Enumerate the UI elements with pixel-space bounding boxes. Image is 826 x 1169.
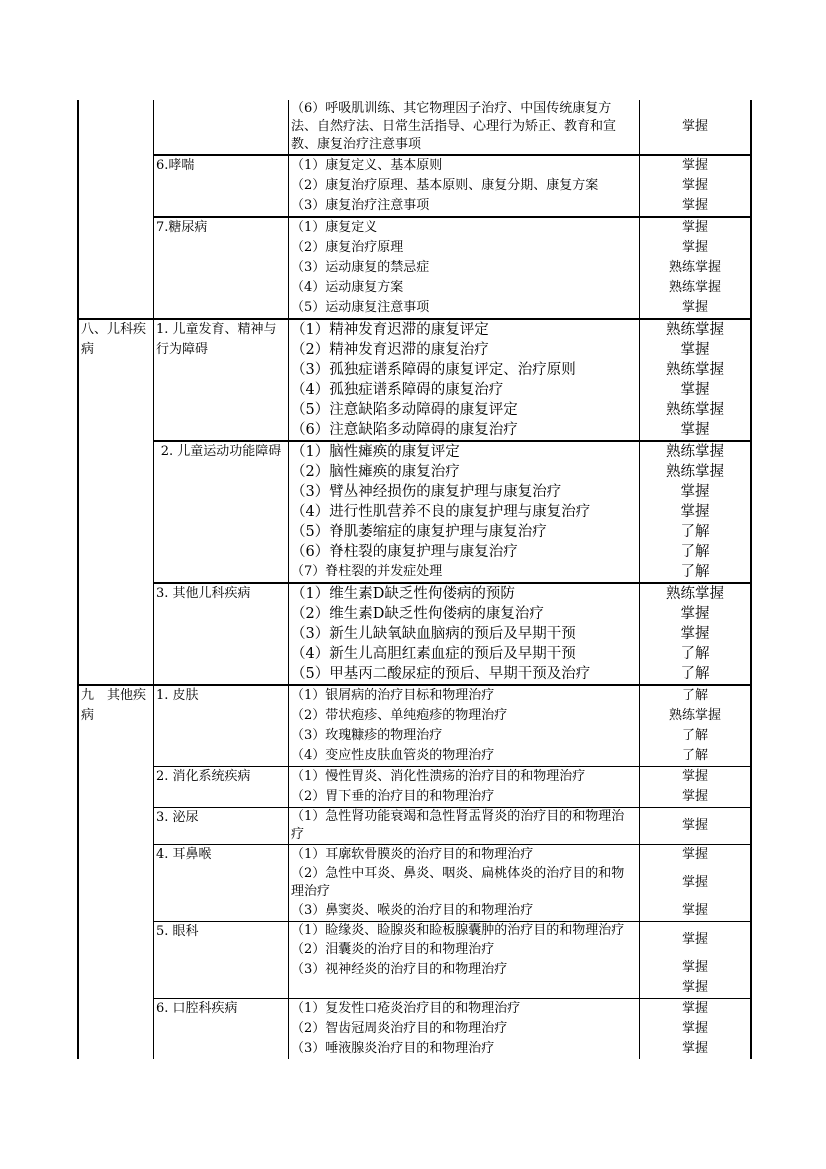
content-cell [289,155,640,217]
table-row [78,319,751,441]
content-cell [289,808,640,845]
list-item: （2）胃下垂的治疗目的和物理治疗 [291,789,495,804]
content-cell [289,441,640,583]
topic-text: 3. 其他儿科疾病 [156,586,251,601]
list-item: （3）玫瑰糠疹的物理治疗 [291,728,443,743]
list-item: （5）运动康复注意事项 [291,300,430,315]
level-text: 掌握 [680,626,710,642]
level-text: 了解 [680,524,710,540]
syllabus-table-wrapper [77,100,751,1059]
topic-text: 6.哮喘 [156,158,195,173]
content-cell [289,845,640,922]
list-item: （5）甲基丙二酸尿症的预后、早期干预及治疗 [291,666,591,682]
list-item: （2）康复治疗原理 [291,240,404,255]
level-cell [640,217,752,319]
list-item: （2）带状疱疹、单纯疱疹的物理治疗 [291,708,508,723]
list-item: （1）复发性口疮炎治疗目的和物理治疗 [291,1001,521,1016]
level-text: 掌握 [681,903,708,918]
topic-cell [154,217,289,319]
list-item: （6）脊柱裂的康复护理与康复治疗 [291,544,518,560]
level-text: 了解 [680,666,710,682]
content-cell [289,583,640,685]
list-item: （7）脊柱裂的并发症处理 [291,564,443,579]
level-text: 掌握 [680,382,710,398]
topic-cell [154,922,289,999]
topic-cell [154,155,289,217]
level-cell [640,767,752,808]
topic-cell [154,767,289,808]
list-item: （1）慢性胃炎、消化性溃疡的治疗目的和物理治疗 [291,769,586,784]
topic-text: 2. 儿童运动功能障碍 [160,444,282,459]
list-item: （3）鼻窦炎、喉炎的治疗目的和物理治疗 [291,903,534,918]
table-row [78,685,751,767]
list-item: （1）脑性瘫痪的康复评定 [291,444,460,460]
level-text: 掌握 [680,422,710,438]
list-item: （1）银屑病的治疗目标和物理治疗 [291,688,495,703]
topic-text: 7.糖尿病 [156,220,208,235]
list-item: （2）急性中耳炎、鼻炎、咽炎、扁桃体炎的治疗目的和物理治疗 [291,866,625,899]
table-row [78,767,751,808]
level-text: 了解 [680,646,710,662]
list-item: （4）孤独症谱系障碍的康复治疗 [291,382,504,398]
topic-text: 2. 消化系统疾病 [156,769,251,784]
table-row [78,155,751,217]
topic-text: 4. 耳鼻喉 [156,847,212,862]
level-text: 了解 [680,564,710,580]
table-row [78,999,751,1060]
list-item: （3）孤独症谱系障碍的康复评定、治疗原则 [291,362,576,378]
table-row [78,217,751,319]
topic-text: 3. 泌尿 [156,810,199,825]
list-item: （5）脊肌萎缩症的康复护理与康复治疗 [291,524,547,540]
list-item: （3）运动康复的禁忌症 [291,260,430,275]
list-item: （3）新生儿缺氧缺血脑病的预后及早期干预 [291,626,576,642]
syllabus-table [77,100,752,1059]
category-cell [78,319,154,441]
level-text: 熟练掌握 [668,260,721,275]
list-item: （1）急性肾功能衰竭和急性肾盂肾炎的治疗目的和物理治疗 [291,809,625,842]
level-cell [640,922,752,999]
level-text: 掌握 [681,789,708,804]
topic-cell [154,319,289,441]
list-item: （4）变应性皮肤血管炎的物理治疗 [291,748,495,763]
category-cell [78,217,154,319]
content-cell [289,999,640,1060]
list-item: （1）精神发育迟滞的康复评定 [291,322,489,338]
level-text: 掌握 [681,158,708,173]
topic-text: 6. 口腔科疾病 [156,1001,238,1016]
content-cell [289,100,640,155]
list-item: （1）康复定义 [291,220,378,235]
level-cell [640,441,752,583]
level-text: 了解 [680,544,710,560]
level-text: 了解 [681,748,708,763]
level-text: 熟练掌握 [666,444,724,460]
list-item: （1）耳廓软骨膜炎的治疗目的和物理治疗 [291,847,534,862]
list-item: （3）唾液腺炎治疗目的和物理治疗 [291,1041,495,1056]
category-cell [78,441,154,583]
level-text: 掌握 [681,875,708,890]
table-row [78,845,751,922]
level-text: 掌握 [681,198,708,213]
topic-text: 5. 眼科 [156,924,199,939]
topic-cell [154,441,289,583]
list-item: （6）注意缺陷多动障碍的康复治疗 [291,422,518,438]
level-text: 掌握 [681,980,708,995]
topic-cell [154,808,289,845]
level-text: 熟练掌握 [666,586,724,602]
content-cell [289,685,640,767]
category-text: 八、儿科疾病 [81,322,147,357]
level-text: 掌握 [680,606,710,622]
topic-text: 1. 儿童发育、精神与行为障碍 [156,322,277,357]
level-text: 了解 [681,728,708,743]
table-row [78,583,751,685]
level-text: 掌握 [681,220,708,235]
list-item: （2）泪囊炎的治疗目的和物理治疗 [291,942,495,957]
level-cell [640,155,752,217]
level-text: 掌握 [681,300,708,315]
topic-text: 1. 皮肤 [156,688,199,703]
category-cell [78,845,154,922]
level-text: 掌握 [681,847,708,862]
topic-cell [154,999,289,1060]
table-row [78,441,751,583]
level-text: 了解 [681,688,708,703]
level-text: 熟练掌握 [666,322,724,338]
topic-cell [154,100,289,155]
level-text: 掌握 [681,1041,708,1056]
content-cell [289,767,640,808]
level-text: 掌握 [681,818,708,833]
level-cell [640,583,752,685]
level-cell [640,100,752,155]
content-cell [289,922,640,999]
list-item: （1）维生素D缺乏性佝偻病的预防 [291,586,515,602]
topic-cell [154,845,289,922]
category-cell [78,999,154,1060]
table-row [78,100,751,155]
level-text: 掌握 [680,342,710,358]
category-cell [78,100,154,155]
list-item: （1）睑缘炎、睑腺炎和睑板腺囊肿的治疗目的和物理治疗 [291,923,625,938]
level-text: 熟练掌握 [668,708,721,723]
level-text: 掌握 [680,504,710,520]
level-text: 掌握 [681,960,708,975]
category-cell [78,808,154,845]
list-item: （3）视神经炎的治疗目的和物理治疗 [291,962,508,977]
list-item: （2）维生素D缺乏性佝偻病的康复治疗 [291,606,544,622]
list-item: （2）智齿冠周炎治疗目的和物理治疗 [291,1021,508,1036]
list-item: （3）臂丛神经损伤的康复护理与康复治疗 [291,484,562,500]
level-text: 熟练掌握 [666,362,724,378]
level-text: 掌握 [681,1001,708,1016]
category-cell [78,583,154,685]
level-cell [640,685,752,767]
level-cell [640,845,752,922]
level-text: 掌握 [681,240,708,255]
topic-cell [154,583,289,685]
level-text: 熟练掌握 [668,280,721,295]
list-item: （4）新生儿高胆红素血症的预后及早期干预 [291,646,576,662]
level-text: 熟练掌握 [666,402,724,418]
list-item: （6）呼吸肌训练、其它物理因子治疗、中国传统康复方法、自然疗法、日常生活指导、心理行为矫正、教育和宣教、康复治疗注意事项 [291,101,617,152]
table-row [78,922,751,999]
list-item: （2）精神发育迟滞的康复治疗 [291,342,489,358]
list-item: （4）运动康复方案 [291,280,404,295]
level-text: 掌握 [681,932,708,947]
level-text: 掌握 [681,1021,708,1036]
level-cell [640,808,752,845]
level-cell [640,999,752,1060]
table-row [78,808,751,845]
level-text: 掌握 [681,178,708,193]
level-text: 掌握 [681,119,708,134]
list-item: （1）康复定义、基本原则 [291,158,443,173]
category-cell [78,155,154,217]
level-text: 熟练掌握 [666,464,724,480]
category-cell [78,922,154,999]
level-text: 掌握 [681,769,708,784]
level-text: 掌握 [680,484,710,500]
content-cell [289,217,640,319]
list-item: （5）注意缺陷多动障碍的康复评定 [291,402,518,418]
list-item: （2）脑性瘫痪的康复治疗 [291,464,460,480]
list-item: （2）康复治疗原理、基本原则、康复分期、康复方案 [291,178,599,193]
category-cell [78,767,154,808]
list-item: （3）康复治疗注意事项 [291,198,430,213]
list-item: （4）进行性肌营养不良的康复护理与康复治疗 [291,504,591,520]
level-cell [640,319,752,441]
topic-cell [154,685,289,767]
content-cell [289,319,640,441]
category-text: 九 其他疾病 [81,688,147,723]
category-cell [78,685,154,767]
